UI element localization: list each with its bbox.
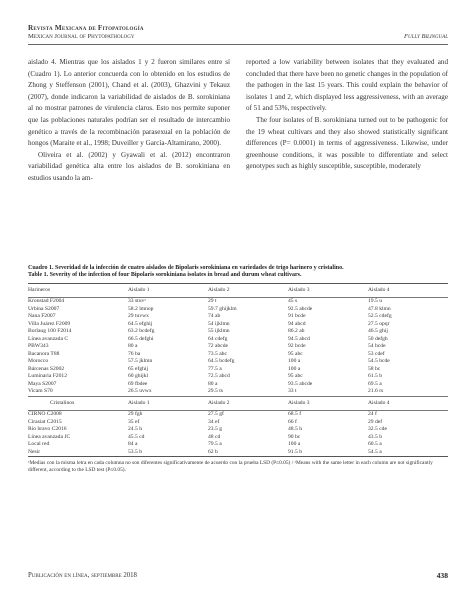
journal-title-en: Mexican Journal of Phytopathology bbox=[28, 33, 135, 40]
header-row-harineros bbox=[28, 284, 448, 298]
table-row bbox=[28, 449, 448, 457]
table-cell: 57.5 jklmn bbox=[128, 358, 153, 365]
right-paragraph-2: The four isolates of B. sorokiniana turned out to be pathogenic for the 19 wheat cultivars and they also showed statistically significant differences (P= 0.0001) in terms of aggressiveness. Likewise, under greenhouse conditions, it was possible to differentiate and select genotypes such as highly susceptible, susceptible, moderately bbox=[246, 115, 448, 171]
table-row bbox=[28, 306, 448, 314]
table-cell: 45.5 cd bbox=[128, 433, 145, 440]
table-cell: Aislado 3 bbox=[288, 286, 310, 293]
table-cell: 27.5 gf bbox=[208, 411, 224, 418]
table-cell: 26.5 uvwx bbox=[128, 388, 152, 395]
table-cell: 19.5 u bbox=[368, 298, 382, 305]
row-label: Nesir bbox=[28, 448, 41, 455]
row-label: Cristalinos bbox=[50, 399, 75, 406]
table-row bbox=[28, 426, 448, 434]
table-cell: 54.5 a bbox=[368, 448, 382, 455]
table-cell: 95 abc bbox=[288, 350, 303, 357]
table-cell: 58.2 lmnop bbox=[128, 305, 154, 312]
table-cell: 48 cd bbox=[208, 433, 221, 440]
table-cell: 86.2 ab bbox=[288, 328, 305, 335]
table-cell: 54 ijklmn bbox=[208, 320, 230, 327]
table-cell: 93.5 abcde bbox=[288, 380, 313, 387]
table-cell: Aislado 4 bbox=[368, 399, 390, 406]
table-cell: 94 abcd bbox=[288, 320, 306, 327]
table-footnote: ᶻMedias con la misma letra en cada columna no son diferentes significativamente de acuerdo con la prueba LSD (P≤0.05) / ᶻMeans with the same letter in each column are not significantly different, according to the LSD test (P≤0.05). bbox=[28, 460, 433, 474]
table-1 bbox=[28, 265, 448, 474]
table-row bbox=[28, 411, 448, 419]
table-cell: 100 a bbox=[288, 365, 301, 372]
table-cell: 29 def bbox=[368, 418, 383, 425]
table-cell: 29 t bbox=[208, 298, 217, 305]
header-divider bbox=[28, 44, 448, 45]
table-cell: 29 tuvwx bbox=[128, 313, 149, 320]
table-cell: 24 f bbox=[368, 411, 377, 418]
table-cell: 23.5 g bbox=[208, 426, 222, 433]
table-cell: 68.5 f bbox=[288, 411, 302, 418]
left-paragraph-2: Oliveira et al. (2002) y Gyawali et al. (2012) encontraron variabilidad genética alta entre los aislados de B. sorokiniana en estudios usando la am- bbox=[28, 150, 230, 182]
table-cell: 48.5 h bbox=[288, 426, 302, 433]
table-row bbox=[28, 343, 448, 351]
table-cell: 61.5 b bbox=[368, 373, 382, 380]
table-cell: 94.5 abcd bbox=[288, 335, 310, 342]
table-cell: Aislado 2 bbox=[208, 286, 230, 293]
table-cell: 64.5 efghij bbox=[128, 320, 153, 327]
table-cell: 60.5 a bbox=[368, 441, 382, 448]
table-cell: 90 bc bbox=[288, 433, 301, 440]
table-cell: 29.5 ts bbox=[208, 388, 223, 395]
table-cell: 95 abc bbox=[288, 373, 303, 380]
row-label: Río bravo C2016 bbox=[28, 426, 67, 433]
row-label: Nana F2007 bbox=[28, 313, 56, 320]
table-cell: 47.8 klmn bbox=[368, 305, 391, 312]
table-rule-bottom bbox=[28, 456, 448, 457]
table-cell: 33 stuvᶻ bbox=[128, 298, 146, 305]
table-cell: 76 ba bbox=[128, 350, 141, 357]
journal-title-es: Revista Mexicana de Fitopatología bbox=[28, 24, 144, 32]
table-row bbox=[28, 328, 448, 336]
table-cell: 77.5 a bbox=[208, 365, 222, 372]
table-row bbox=[28, 381, 448, 389]
table-row bbox=[28, 434, 448, 442]
table-cell: 69 fbdee bbox=[128, 380, 148, 387]
table-row bbox=[28, 298, 448, 306]
table-cell: Aislado 3 bbox=[288, 399, 310, 406]
table-row bbox=[28, 419, 448, 427]
table-cell: 35 ef bbox=[128, 418, 140, 425]
row-label: Local red bbox=[28, 441, 50, 448]
table-cell: 64 cdefg bbox=[208, 335, 228, 342]
row-label: Línea avanzada JC bbox=[28, 433, 71, 440]
table-cell: 21.6 rs bbox=[368, 388, 384, 395]
row-label: PBW343 bbox=[28, 343, 49, 350]
table-cell: 74 ab bbox=[208, 313, 221, 320]
row-label: Kronstad F2004 bbox=[28, 298, 65, 305]
table-cell: 53.5 b bbox=[128, 448, 142, 455]
row-label: Maya S2007 bbox=[28, 380, 57, 387]
row-label: Luminaria F2012 bbox=[28, 373, 67, 380]
table-row bbox=[28, 373, 448, 381]
row-label: Cirasiat C2015 bbox=[28, 418, 62, 425]
table-cell: 33 t bbox=[288, 388, 297, 395]
table-cell: 80 a bbox=[208, 380, 218, 387]
table-cell: 79.5 a bbox=[208, 441, 222, 448]
table-cell: 32.5 cde bbox=[368, 426, 387, 433]
table-cell: 54.5 bcde bbox=[368, 358, 390, 365]
section-label: Fully Bilingual bbox=[403, 33, 448, 40]
table-cell: 34 ef bbox=[208, 418, 220, 425]
right-column bbox=[246, 57, 448, 173]
row-label: Bárcenas S2002 bbox=[28, 365, 65, 372]
row-label: Bacanora T88 bbox=[28, 350, 60, 357]
table-cell: 92.5 abcde bbox=[288, 305, 313, 312]
table-cell: 52.5 cdefg bbox=[368, 313, 392, 320]
row-label: Morocco bbox=[28, 358, 49, 365]
table-cell: 100 a bbox=[288, 441, 301, 448]
table-cell: 84 a bbox=[128, 441, 138, 448]
row-label: Villa Juárez F2009 bbox=[28, 320, 71, 327]
table-cell: 24.5 h bbox=[128, 426, 142, 433]
journal-header bbox=[28, 24, 144, 40]
row-label: Harineros bbox=[28, 286, 51, 293]
table-cell: 59.7 ghijklm bbox=[208, 305, 237, 312]
table-row bbox=[28, 441, 448, 449]
table-cell: 65 efghij bbox=[128, 365, 149, 372]
table-cell: 60 ghijkl bbox=[128, 373, 149, 380]
table-cell: 66 f bbox=[288, 418, 297, 425]
table-cell: 64.5 bcdefg bbox=[208, 358, 235, 365]
table-cell: 27.5 opqr bbox=[368, 320, 390, 327]
table-cell: 46.5 ghij bbox=[368, 328, 388, 335]
left-column bbox=[28, 57, 230, 185]
table-cell: 73.5 abc bbox=[208, 350, 227, 357]
header-row-cristalinos bbox=[28, 397, 448, 411]
row-label: Línea avanzada C bbox=[28, 335, 69, 342]
table-caption-en: Table 1. Severity of the infection of four Bipolaris sorokiniana isolates in bread and durum wheat cultivars. bbox=[28, 272, 302, 279]
right-paragraph-1: reported a low variability between isolates that they evaluated and concluded that there have been no genetic changes in the population of the pathogen in the last 15 years. This could explain the behavior of isolates 1 and 2, which displayed less aggressiveness, with an average of 51 and 53%, respectively. bbox=[246, 58, 448, 113]
table-cell: 63.2 bcdefg bbox=[128, 328, 155, 335]
footer-publication: Publicación en línea, septiembre 2018 bbox=[28, 572, 137, 579]
table-cell: 69.5 a bbox=[368, 380, 382, 387]
table-cell: 72.5 abcd bbox=[208, 373, 230, 380]
table-row bbox=[28, 313, 448, 321]
table-cell: Aislado 1 bbox=[128, 286, 150, 293]
table-cell: 54 bcde bbox=[368, 343, 386, 350]
table-body bbox=[28, 284, 448, 457]
table-cell: 91.5 b bbox=[288, 448, 302, 455]
table-cell: 92 bcde bbox=[288, 343, 306, 350]
table-row bbox=[28, 321, 448, 329]
table-cell: 53 cdef bbox=[368, 350, 385, 357]
table-cell: 80 a bbox=[128, 343, 138, 350]
row-label: Borlaug 100 F2014 bbox=[28, 328, 72, 335]
table-caption-es: Cuadro 1. Severidad de la infección de cuatro aislados de Bipolaris sorokiniana en variedades de trigo harinero y cristalino. bbox=[28, 265, 344, 271]
table-cell: 66.5 defghi bbox=[128, 335, 154, 342]
table-cell: 58 bc bbox=[368, 365, 381, 372]
table-cell: 72 abcde bbox=[208, 343, 229, 350]
table-cell: 55 ijklmn bbox=[208, 328, 230, 335]
row-label: Vicam S70 bbox=[28, 388, 53, 395]
table-row bbox=[28, 351, 448, 359]
table-cell: 43.5 b bbox=[368, 433, 382, 440]
table-cell: 91 bcde bbox=[288, 313, 306, 320]
table-cell: Aislado 2 bbox=[208, 399, 230, 406]
table-cell: 50 defgh bbox=[368, 335, 388, 342]
row-label: Urbina S2007 bbox=[28, 305, 60, 312]
table-row bbox=[28, 366, 448, 374]
table-row bbox=[28, 336, 448, 344]
row-label: CIRNO C2008 bbox=[28, 411, 62, 418]
table-cell: 29 fgh bbox=[128, 411, 143, 418]
left-paragraph-1: aislado 4. Mientras que los aislados 1 y 2 fueron similares entre sí (Cuadro 1). Lo anterior concuerda con lo obtenido en los estudios de Zhong y Steffenson (2001), Chand et al. (2003), Ghazvini y Tekauz (2007), donde indicaron la variabilidad de aislados de B. sorokiniana al no mostrar patrones de virulencia claros. Esto nos permite suponer que las poblaciones naturales podrían ser el resultado de intercambio genético a través de la recombinación parasexual en la población de hongos (Maraite et al., 1998; Duveiller y García-Altamirano, 2000). bbox=[28, 58, 230, 148]
table-cell: 62 b bbox=[208, 448, 218, 455]
table-caption bbox=[28, 265, 448, 280]
page-number: 438 bbox=[436, 571, 448, 580]
table-cell: Aislado 4 bbox=[368, 286, 390, 293]
table-row bbox=[28, 358, 448, 366]
table-cell: 45 s bbox=[288, 298, 298, 305]
table-cell: Aislado 1 bbox=[128, 399, 150, 406]
table-row bbox=[28, 388, 448, 396]
table-cell: 100 a bbox=[288, 358, 301, 365]
